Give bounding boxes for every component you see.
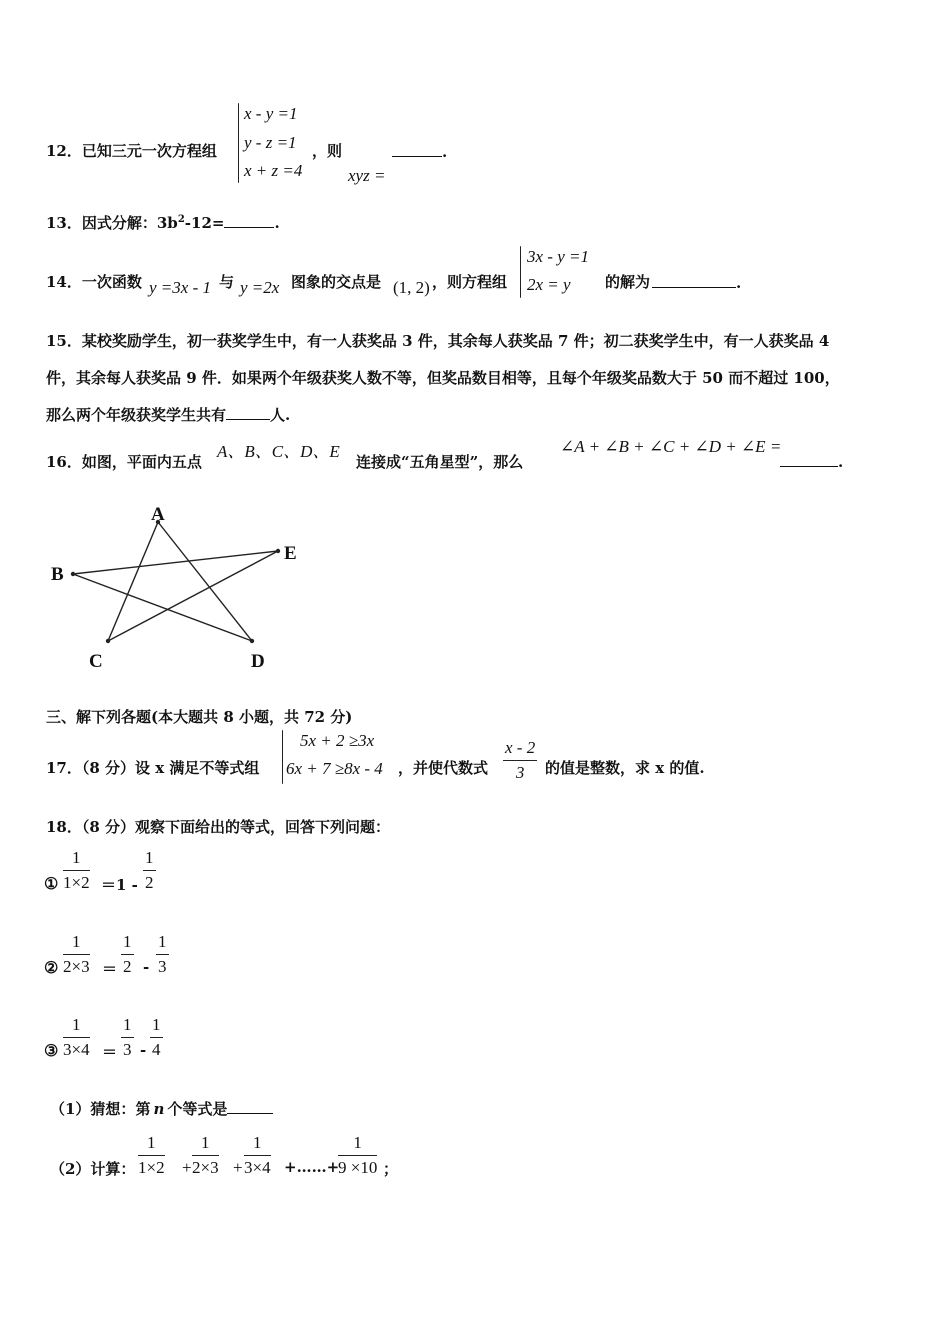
q18-eq1-rhs-num: 1 (143, 848, 156, 871)
q18-part2-f1-num: 1 (138, 1133, 165, 1156)
q13-sup: 2 (177, 214, 185, 225)
q15-line3a: 那么两个年级获奖学生共有 (46, 406, 227, 424)
q18-part2-f3-den: 3×4 (244, 1158, 271, 1177)
q18-eq3-b (150, 1015, 163, 1060)
label-b: B (51, 564, 64, 585)
q18-part2-end: ； (383, 1160, 399, 1178)
q18-eq2-a (121, 932, 134, 977)
q13-rest: -12= (184, 214, 225, 232)
label-d: D (251, 651, 265, 672)
q18-eq3-minus: - (140, 1041, 147, 1059)
q12-brace (238, 103, 239, 183)
q16-end: . (838, 453, 844, 471)
q12-end: . (442, 143, 448, 161)
line-b-e (73, 551, 278, 574)
q14-f2: y =2x (240, 278, 280, 297)
q18-eq1-lhs (63, 848, 90, 893)
q12-mid: ，则 (312, 142, 343, 160)
q18-part1 (50, 1098, 273, 1119)
q18-eq3-eq: ＝ (102, 1043, 118, 1061)
q18-part1-post: 个等式是 (167, 1100, 228, 1118)
q18-part2-plus1: + (182, 1158, 192, 1177)
q17-end: 的值是整数，求 x 的值. (545, 759, 705, 777)
q18-eq1-eq: ＝1 - (101, 876, 138, 894)
q15-line3b: 人. (270, 406, 291, 424)
q18-eq2-lhs (63, 932, 90, 977)
q14-point: (1, 2) (393, 278, 430, 297)
q18-eq3-lhs-num: 1 (63, 1015, 90, 1038)
q14-end: . (736, 274, 742, 292)
q12-expr: xyz = (348, 166, 386, 185)
q18-eq3-a-den: 3 (123, 1040, 132, 1059)
q13-answer-blank[interactable] (224, 213, 274, 228)
q18-eq2-eq: ＝ (102, 960, 118, 978)
q18-eq3-b-num: 1 (150, 1015, 163, 1038)
q17-label: 17．（8 分）设 x 满足不等式组 (46, 759, 260, 777)
q15-line3 (46, 404, 290, 425)
q14-mid: 图象的交点是 (291, 273, 382, 291)
q14-end-label: 的解为 (605, 273, 651, 291)
q16-points: A、B、C、D、E (217, 442, 340, 461)
point-c (106, 639, 110, 643)
q18-eq1-rhs (143, 848, 156, 893)
q18-eq3-lhs (63, 1015, 90, 1060)
point-b (71, 572, 75, 576)
q18-part2-f3-num: 1 (244, 1133, 271, 1156)
q18-label: 18．（8 分）观察下面给出的等式，回答下列问题： (46, 818, 391, 836)
q18-part1-pre: （1）猜想：第 (50, 1100, 151, 1118)
q16-label: 16．如图，平面内五点 (46, 453, 202, 471)
q18-eq1-rhs-den: 2 (145, 873, 154, 892)
point-e (276, 549, 280, 553)
q16-mid: 连接成“五角星型”，那么 (356, 453, 524, 471)
q17-ineq1: 5x + 2 ≥3x (300, 731, 375, 750)
q18-part2-f1-den: 1×2 (138, 1158, 165, 1177)
q17-brace (282, 730, 283, 784)
q18-eq2-lhs-den: 2×3 (63, 957, 90, 976)
q12-answer-blank[interactable] (392, 142, 447, 161)
line-a-c (108, 522, 158, 641)
q14-f1: y =3x - 1 (149, 278, 211, 297)
q14-answer-blank[interactable] (652, 273, 741, 292)
q12-eq1: x - y =1 (244, 104, 298, 123)
q15-line2: 件，其余每人获奖品 9 件．如果两个年级获奖人数不等，但奖品数目相等，且每个年级奖品数大于 50 而不超过 100， (46, 369, 840, 387)
label-a: A (151, 504, 165, 525)
q15-answer-blank[interactable] (226, 405, 270, 420)
q18-part2-f4-num: 1 (338, 1133, 377, 1156)
q17-frac-den: 3 (515, 763, 525, 782)
q18-eq3-a-num: 1 (121, 1015, 134, 1038)
q18-eq2-a-num: 1 (121, 932, 134, 955)
q18-eq1-mark: ① (44, 874, 59, 893)
q14-and: 与 (219, 273, 235, 291)
q14-eq2: 2x = y (527, 275, 571, 294)
q18-part2-f2-num: 1 (192, 1133, 219, 1156)
q18-part2-f4 (338, 1133, 377, 1178)
q13-line (46, 212, 280, 233)
q17-mid: ，并使代数式 (398, 759, 489, 777)
q18-eq2-a-den: 2 (123, 957, 132, 976)
q18-part2-f2-den: 2×3 (192, 1158, 219, 1177)
q18-eq2-minus: - (143, 958, 150, 976)
q15-line1: 15．某校奖励学生，初一获奖学生中，有一人获奖品 3 件，其余每人获奖品 7 件；初二获奖学生中，有一人获奖品 4 (46, 332, 830, 350)
q18-eq1-lhs-num: 1 (63, 848, 90, 871)
q12-eq3: x + z =4 (244, 161, 303, 180)
q18-eq3-a (121, 1015, 134, 1060)
q18-eq1-lhs-den: 1×2 (63, 873, 90, 892)
q18-eq2-b (156, 932, 169, 977)
label-e: E (284, 543, 297, 564)
q18-part2-f3 (244, 1133, 271, 1178)
q18-eq3-mark: ③ (44, 1041, 59, 1060)
q18-part2-pre: （2）计算： (50, 1160, 136, 1178)
q18-eq3-lhs-den: 3×4 (63, 1040, 90, 1059)
pentagram-figure (40, 500, 320, 680)
q18-part1-answer-blank[interactable] (227, 1099, 273, 1114)
q16-expr: ∠A + ∠B + ∠C + ∠D + ∠E = (560, 437, 782, 456)
q17-frac-num: x - 2 (503, 738, 537, 761)
q12-eq2: y - z =1 (244, 133, 297, 152)
q14-brace (520, 246, 521, 298)
q18-eq2-lhs-num: 1 (63, 932, 90, 955)
q18-part2-f2 (192, 1133, 219, 1178)
q18-eq2-b-num: 1 (156, 932, 169, 955)
point-d (250, 639, 254, 643)
q18-eq2-b-den: 3 (158, 957, 167, 976)
q13-end: . (274, 214, 280, 232)
q14-mid2: ，则方程组 (432, 273, 508, 291)
q14-eq1: 3x - y =1 (527, 247, 589, 266)
q18-part2-dots: +……+ (284, 1158, 340, 1176)
q14-label: 14．一次函数 (46, 273, 142, 291)
q18-eq2-mark: ② (44, 958, 59, 977)
q18-part2-f1 (138, 1133, 165, 1178)
q17-fraction (503, 738, 537, 783)
q16-answer-blank[interactable] (780, 452, 843, 471)
q18-part2-plus2: + (233, 1158, 243, 1177)
q18-part1-n: n (153, 1100, 165, 1118)
q12-label: 12．已知三元一次方程组 (46, 142, 217, 160)
label-c: C (89, 651, 103, 672)
q18-eq3-b-den: 4 (152, 1040, 161, 1059)
q13-text: 13．因式分解：3b (46, 214, 178, 232)
q17-ineq2: 6x + 7 ≥8x - 4 (286, 759, 383, 778)
q18-part2-f4-den: 9 ×10 (338, 1158, 378, 1177)
section3-title: 三、解下列各题(本大题共 8 小题，共 72 分) (46, 708, 353, 726)
